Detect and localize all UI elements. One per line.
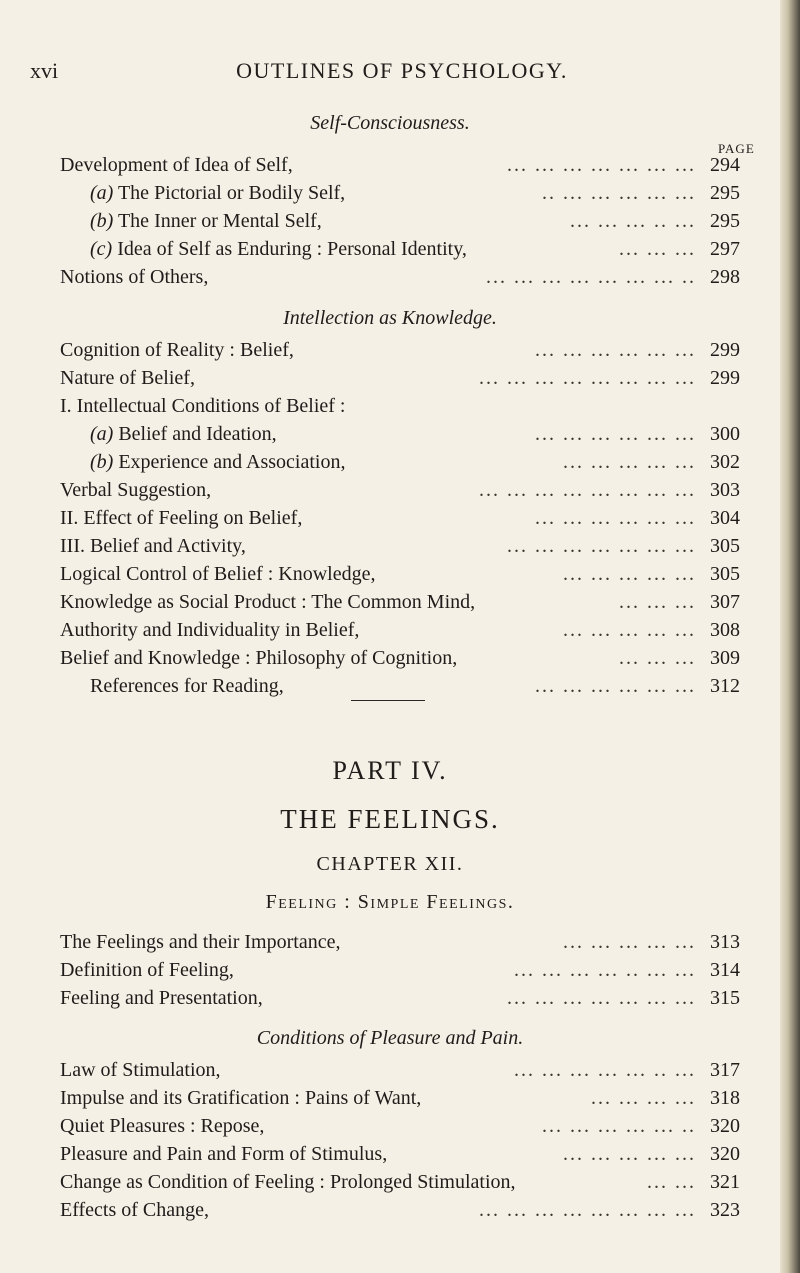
toc-entry-page: 305 bbox=[710, 563, 740, 585]
leader-dots: ... ... ... ... ... ... bbox=[535, 675, 696, 697]
toc-entry-text: Feeling and Presentation, bbox=[60, 987, 263, 1009]
toc-entry bbox=[60, 266, 740, 293]
toc-entry-text: Effects of Change, bbox=[60, 1199, 210, 1221]
toc-entry-page: 308 bbox=[710, 619, 740, 641]
leader-dots: ... ... ... .. ... bbox=[570, 210, 696, 232]
toc-entry-page: 317 bbox=[710, 1059, 740, 1081]
leader-dots: ... ... ... bbox=[619, 238, 696, 260]
toc-entry bbox=[60, 339, 740, 366]
part-title: THE FEELINGS. bbox=[280, 804, 500, 834]
toc-entry-page: 314 bbox=[710, 959, 740, 981]
toc-entry bbox=[60, 647, 740, 674]
leader-dots: ... ... ... ... ... ... ... ... bbox=[479, 1199, 696, 1221]
toc-entry-text: I. Intellectual Conditions of Belief : bbox=[60, 395, 346, 417]
toc-entry-label: Belief and Ideation, bbox=[118, 423, 277, 445]
section-title: Conditions of Pleasure and Pain. bbox=[256, 1027, 524, 1049]
toc-entry-text: Cognition of Reality : Belief, bbox=[60, 339, 294, 361]
toc-entry bbox=[60, 619, 740, 646]
toc-entry-label: The Pictorial or Bodily Self, bbox=[117, 182, 346, 204]
leader-dots: ... ... ... ... ... ... ... bbox=[507, 154, 696, 176]
toc-entry bbox=[60, 1115, 740, 1142]
toc-entry bbox=[90, 210, 740, 237]
leader-dots: ... ... ... ... bbox=[591, 1087, 696, 1109]
toc-entry-page: 295 bbox=[710, 182, 740, 204]
toc-entry-text: Verbal Suggestion, bbox=[60, 479, 212, 501]
leader-dots: ... ... ... ... ... ... ... bbox=[507, 535, 696, 557]
toc-entry-text bbox=[90, 182, 345, 205]
toc-entry-page: 298 bbox=[710, 266, 740, 288]
section-title: Intellection as Knowledge. bbox=[283, 307, 497, 329]
running-title: OUTLINES OF PSYCHOLOGY. bbox=[236, 58, 568, 83]
toc-entry-text: Knowledge as Social Product : The Common Mind, bbox=[60, 591, 476, 613]
toc-entry-page: 307 bbox=[710, 591, 740, 613]
leader-dots: ... ... ... ... ... ... ... ... bbox=[479, 367, 696, 389]
toc-entry-page: 294 bbox=[710, 154, 740, 176]
toc-entry-text: Law of Stimulation, bbox=[60, 1059, 221, 1081]
leader-dots: .. ... ... ... ... ... bbox=[542, 182, 696, 204]
toc-entry-prefix: (c) bbox=[90, 238, 113, 260]
toc-entry bbox=[60, 1143, 740, 1170]
toc-entry-prefix: (b) bbox=[90, 210, 114, 232]
leader-dots: ... ... ... ... ... ... bbox=[535, 339, 696, 361]
toc-entry-text: Belief and Knowledge : Philosophy of Cognition, bbox=[60, 647, 458, 669]
toc-entry-page: 309 bbox=[710, 647, 740, 669]
toc-entry-label: Experience and Association, bbox=[118, 451, 346, 473]
toc-entry bbox=[60, 1059, 740, 1086]
chapter-label: CHAPTER XII. bbox=[316, 853, 464, 875]
toc-entry-text: III. Belief and Activity, bbox=[60, 535, 246, 557]
leader-dots: ... ... ... ... ... .. bbox=[542, 1115, 696, 1137]
toc-entry-text: Notions of Others, bbox=[60, 266, 209, 288]
leader-dots: ... ... bbox=[647, 1171, 696, 1193]
toc-entry bbox=[60, 535, 740, 562]
leader-dots: ... ... ... ... ... ... ... .. bbox=[486, 266, 696, 288]
toc-entry-page: 312 bbox=[710, 675, 740, 697]
toc-entry-prefix: (b) bbox=[90, 451, 114, 473]
toc-entry-label: The Inner or Mental Self, bbox=[117, 210, 322, 232]
toc-entry bbox=[60, 987, 740, 1014]
leader-dots: ... ... ... ... ... bbox=[563, 451, 696, 473]
toc-entry bbox=[60, 154, 740, 181]
toc-entry-text: Change as Condition of Feeling : Prolonged Stimulation, bbox=[60, 1171, 516, 1193]
toc-entry-text bbox=[90, 210, 322, 233]
toc-entry-label: Idea of Self as Enduring : Personal Identity, bbox=[117, 238, 467, 260]
toc-entry-page: 302 bbox=[710, 451, 740, 473]
toc-entry-text bbox=[90, 451, 345, 474]
leader-dots: ... ... ... bbox=[619, 591, 696, 613]
toc-entry-text: Logical Control of Belief : Knowledge, bbox=[60, 563, 376, 585]
toc-entry bbox=[60, 959, 740, 986]
leader-dots: ... ... ... ... ... bbox=[563, 563, 696, 585]
toc-entry-text: Definition of Feeling, bbox=[60, 959, 234, 981]
leader-dots: ... ... ... ... ... ... bbox=[535, 507, 696, 529]
chapter-title: Feeling : Simple Feelings. bbox=[265, 891, 515, 913]
toc-entry-page: 323 bbox=[710, 1199, 740, 1221]
toc-entry-text: Development of Idea of Self, bbox=[60, 154, 293, 176]
toc-entry-page: 320 bbox=[710, 1115, 740, 1137]
leader-dots: ... ... ... ... .. ... ... bbox=[514, 959, 696, 981]
toc-entry-page: 303 bbox=[710, 479, 740, 501]
toc-entry-text bbox=[90, 238, 467, 261]
toc-entry-page: 321 bbox=[710, 1171, 740, 1193]
section-divider bbox=[351, 700, 425, 701]
toc-entry bbox=[60, 479, 740, 506]
toc-entry-text: Quiet Pleasures : Repose, bbox=[60, 1115, 265, 1137]
toc-entry-text: Nature of Belief, bbox=[60, 367, 195, 389]
toc-entry-page: 295 bbox=[710, 210, 740, 232]
toc-entry bbox=[60, 1171, 740, 1198]
toc-entry bbox=[60, 591, 740, 618]
toc-entry bbox=[60, 931, 740, 958]
toc-entry bbox=[60, 563, 740, 590]
toc-entry bbox=[90, 182, 740, 209]
toc-entry-page: 315 bbox=[710, 987, 740, 1009]
page-header bbox=[0, 58, 780, 88]
toc-entry-text: The Feelings and their Importance, bbox=[60, 931, 341, 953]
page-number: xvi bbox=[30, 58, 59, 83]
page-column-label: PAGE bbox=[718, 141, 755, 156]
leader-dots: ... ... ... ... ... ... ... ... bbox=[479, 479, 696, 501]
toc-entry-prefix: (a) bbox=[90, 182, 114, 204]
leader-dots: ... ... ... bbox=[619, 647, 696, 669]
leader-dots: ... ... ... ... ... bbox=[563, 1143, 696, 1165]
toc-entry bbox=[60, 507, 740, 534]
toc-entry-page: 320 bbox=[710, 1143, 740, 1165]
toc-entry bbox=[60, 1199, 740, 1226]
toc-entry bbox=[60, 367, 740, 394]
toc-entry-page: 297 bbox=[710, 238, 740, 260]
toc-entry bbox=[60, 395, 740, 422]
section-title: Self-Consciousness. bbox=[310, 112, 470, 134]
page-edge bbox=[780, 0, 800, 1273]
toc-entry-page: 300 bbox=[710, 423, 740, 445]
leader-dots: ... ... ... ... ... ... ... bbox=[507, 987, 696, 1009]
toc-entry-page: 305 bbox=[710, 535, 740, 557]
toc-entry-text bbox=[90, 423, 277, 446]
toc-entry-page: 313 bbox=[710, 931, 740, 953]
leader-dots: ... ... ... ... ... bbox=[563, 619, 696, 641]
leader-dots: ... ... ... ... ... bbox=[563, 931, 696, 953]
part-label: PART IV. bbox=[332, 756, 448, 785]
toc-entry-text: Authority and Individuality in Belief, bbox=[60, 619, 360, 641]
toc-entry bbox=[90, 423, 740, 450]
toc-entry bbox=[90, 451, 740, 478]
toc-entry bbox=[90, 675, 740, 702]
toc-entry-page: 299 bbox=[710, 339, 740, 361]
toc-entry-page: 318 bbox=[710, 1087, 740, 1109]
toc-entry-text: Pleasure and Pain and Form of Stimulus, bbox=[60, 1143, 388, 1165]
toc-entry-text: Impulse and its Gratification : Pains of Want, bbox=[60, 1087, 422, 1109]
toc-entry bbox=[90, 238, 740, 265]
toc-entry-page: 304 bbox=[710, 507, 740, 529]
toc-entry-text: References for Reading, bbox=[90, 675, 284, 697]
toc-entry-page: 299 bbox=[710, 367, 740, 389]
leader-dots: ... ... ... ... ... .. ... bbox=[514, 1059, 696, 1081]
toc-entry bbox=[60, 1087, 740, 1114]
toc-entry-text: II. Effect of Feeling on Belief, bbox=[60, 507, 303, 529]
toc-entry-prefix: (a) bbox=[90, 423, 114, 445]
leader-dots: ... ... ... ... ... ... bbox=[535, 423, 696, 445]
